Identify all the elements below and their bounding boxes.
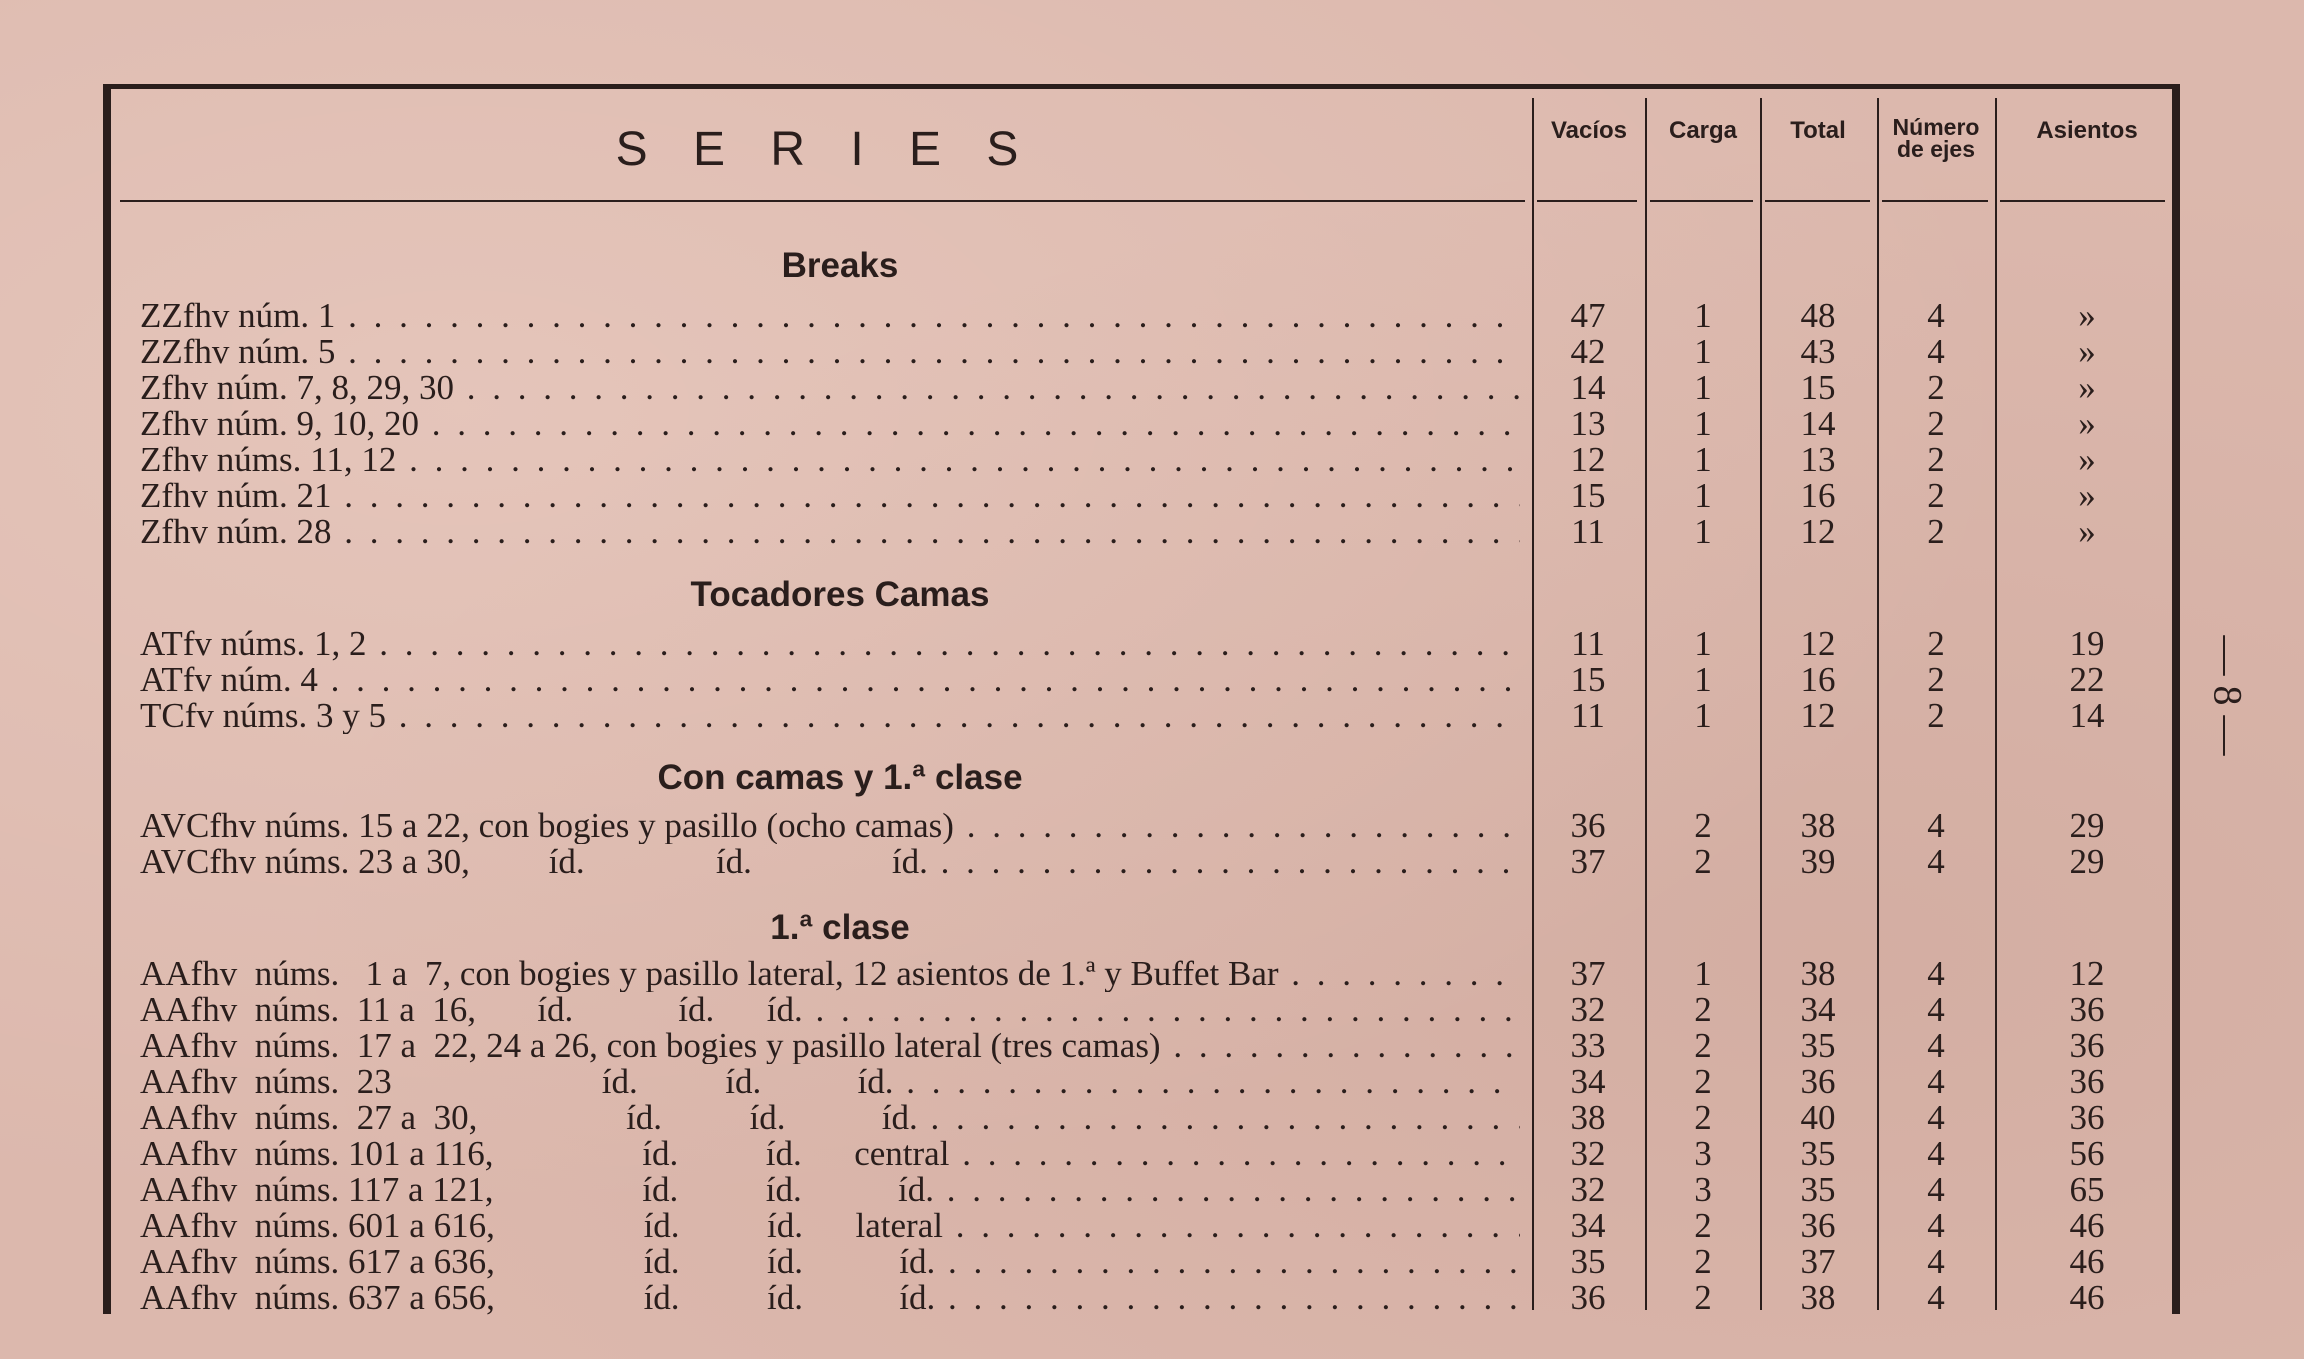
cell-vacios: 36 [1570, 806, 1606, 845]
table-row [0, 406, 2304, 442]
cell-ejes: 2 [1927, 660, 1945, 699]
cell-carga: 2 [1694, 806, 1712, 845]
cell-total: 13 [1800, 440, 1836, 479]
row-label: Zfhv núm. 7, 8, 29, 30 . . . [140, 370, 1520, 406]
section-title: Tocadores Camas [690, 575, 990, 614]
cell-ejes: 2 [1927, 440, 1945, 479]
row-label: Zfhv núms. 11, 12 . . . [140, 442, 1520, 478]
cell-ejes: 2 [1927, 404, 1945, 443]
cell-ejes: 4 [1927, 296, 1945, 335]
cell-vacios: 15 [1570, 476, 1606, 515]
row-label: AAfhv núms. 637 a 656, íd. íd. íd. . . . [140, 1280, 1520, 1316]
cell-vacios: 12 [1570, 440, 1606, 479]
cell-total: 34 [1800, 990, 1836, 1029]
cell-ejes: 4 [1927, 1206, 1945, 1245]
cell-carga: 1 [1694, 954, 1712, 993]
table-row [0, 698, 2304, 734]
cell-carga: 1 [1694, 296, 1712, 335]
header-rule [1882, 200, 1988, 202]
cell-ejes: 4 [1927, 1278, 1945, 1317]
cell-ejes: 4 [1927, 1026, 1945, 1065]
row-label: AAfhv núms. 601 a 616, íd. íd. lateral . . . [140, 1208, 1520, 1244]
table-row [0, 478, 2304, 514]
table-row [0, 1064, 2304, 1100]
row-label: ZZfhv núm. 5 . . . [140, 334, 1520, 370]
column-header-ejes-line2: de ejes [1897, 136, 1975, 162]
table-row [0, 992, 2304, 1028]
cell-carga: 1 [1694, 332, 1712, 371]
page-number [2205, 630, 2251, 760]
cell-vacios: 32 [1570, 1170, 1606, 1209]
cell-vacios: 37 [1570, 842, 1606, 881]
cell-vacios: 11 [1571, 624, 1605, 663]
cell-ejes: 4 [1927, 1242, 1945, 1281]
cell-total: 48 [1800, 296, 1836, 335]
cell-carga: 2 [1694, 1242, 1712, 1281]
cell-ejes: 4 [1927, 990, 1945, 1029]
header-rule [120, 200, 1525, 202]
table-row [0, 514, 2304, 550]
cell-total: 16 [1800, 476, 1836, 515]
table-row [0, 662, 2304, 698]
cell-asientos: 12 [2069, 954, 2105, 993]
cell-asientos: 65 [2069, 1170, 2105, 1209]
cell-total: 38 [1800, 954, 1836, 993]
table-row [0, 1136, 2304, 1172]
cell-total: 40 [1800, 1098, 1836, 1137]
cell-vacios: 38 [1570, 1098, 1606, 1137]
table-row [0, 844, 2304, 880]
cell-asientos: 46 [2069, 1242, 2105, 1281]
cell-asientos: » [2078, 296, 2096, 335]
cell-carga: 1 [1694, 660, 1712, 699]
row-label: Zfhv núm. 28 . . . [140, 514, 1520, 550]
cell-carga: 2 [1694, 842, 1712, 881]
cell-carga: 2 [1694, 1278, 1712, 1317]
cell-total: 12 [1800, 624, 1836, 663]
table-row [0, 956, 2304, 992]
cell-total: 12 [1800, 512, 1836, 551]
row-label: ATfv núm. 4 . . . [140, 662, 1520, 698]
cell-vacios: 13 [1570, 404, 1606, 443]
section-title: 1.ª clase [770, 908, 910, 947]
cell-total: 37 [1800, 1242, 1836, 1281]
header-rule [1765, 200, 1870, 202]
cell-asientos: » [2078, 368, 2096, 407]
table-row [0, 1280, 2304, 1316]
page-number-text: — 8 — [2205, 635, 2251, 755]
column-header-vacios: Vacíos [1550, 117, 1628, 144]
header-rule [2000, 200, 2165, 202]
cell-asientos: 22 [2069, 660, 2105, 699]
cell-ejes: 4 [1927, 1134, 1945, 1173]
cell-asientos: 19 [2069, 624, 2105, 663]
cell-asientos: 14 [2069, 696, 2105, 735]
cell-carga: 3 [1694, 1170, 1712, 1209]
column-header-carga: Carga [1668, 117, 1738, 144]
cell-asientos: 36 [2069, 1026, 2105, 1065]
table-row [0, 1100, 2304, 1136]
cell-total: 38 [1800, 806, 1836, 845]
row-label: Zfhv núm. 9, 10, 20 . . . [140, 406, 1520, 442]
cell-asientos: » [2078, 440, 2096, 479]
cell-asientos: » [2078, 512, 2096, 551]
cell-ejes: 4 [1927, 954, 1945, 993]
cell-total: 38 [1800, 1278, 1836, 1317]
cell-ejes: 2 [1927, 368, 1945, 407]
cell-carga: 2 [1694, 1062, 1712, 1101]
row-label: ZZfhv núm. 1 . . . [140, 298, 1520, 334]
cell-total: 35 [1800, 1026, 1836, 1065]
table-row [0, 370, 2304, 406]
cell-total: 16 [1800, 660, 1836, 699]
cell-total: 15 [1800, 368, 1836, 407]
cell-asientos: 36 [2069, 1098, 2105, 1137]
cell-vacios: 34 [1570, 1062, 1606, 1101]
cell-carga: 2 [1694, 990, 1712, 1029]
row-label: Zfhv núm. 21 . . . [140, 478, 1520, 514]
cell-asientos: » [2078, 332, 2096, 371]
cell-vacios: 37 [1570, 954, 1606, 993]
row-label: AAfhv núms. 117 a 121, íd. íd. íd. . . . [140, 1172, 1520, 1208]
cell-ejes: 4 [1927, 842, 1945, 881]
cell-vacios: 14 [1570, 368, 1606, 407]
table-row [0, 298, 2304, 334]
cell-ejes: 4 [1927, 806, 1945, 845]
table-row [0, 1244, 2304, 1280]
section-title: Con camas y 1.ª clase [657, 758, 1023, 797]
cell-total: 36 [1800, 1206, 1836, 1245]
series-heading: S E R I E S [615, 123, 1035, 176]
column-header-ejes [1880, 116, 1992, 160]
cell-total: 36 [1800, 1062, 1836, 1101]
header-rule [1650, 200, 1753, 202]
cell-asientos: 36 [2069, 990, 2105, 1029]
row-label: AAfhv núms. 23 íd. íd. íd. . . . [140, 1064, 1520, 1100]
section-title: Breaks [781, 246, 899, 285]
table-row [0, 334, 2304, 370]
cell-asientos: 29 [2069, 842, 2105, 881]
cell-asientos: 56 [2069, 1134, 2105, 1173]
cell-total: 43 [1800, 332, 1836, 371]
header-rule [1537, 200, 1637, 202]
cell-vacios: 15 [1570, 660, 1606, 699]
cell-vacios: 36 [1570, 1278, 1606, 1317]
cell-vacios: 33 [1570, 1026, 1606, 1065]
cell-carga: 2 [1694, 1098, 1712, 1137]
table-row [0, 1208, 2304, 1244]
cell-carga: 1 [1694, 476, 1712, 515]
cell-carga: 1 [1694, 696, 1712, 735]
cell-ejes: 4 [1927, 1062, 1945, 1101]
cell-asientos: » [2078, 476, 2096, 515]
cell-carga: 3 [1694, 1134, 1712, 1173]
column-header-asientos: Asientos [2036, 117, 2138, 144]
cell-asientos: 36 [2069, 1062, 2105, 1101]
table-row [0, 626, 2304, 662]
table-row [0, 442, 2304, 478]
cell-ejes: 2 [1927, 696, 1945, 735]
cell-asientos: 46 [2069, 1206, 2105, 1245]
cell-total: 39 [1800, 842, 1836, 881]
cell-total: 35 [1800, 1134, 1836, 1173]
cell-ejes: 4 [1927, 1170, 1945, 1209]
cell-vacios: 47 [1570, 296, 1606, 335]
cell-vacios: 11 [1571, 696, 1605, 735]
cell-vacios: 32 [1570, 990, 1606, 1029]
row-label: AAfhv núms. 17 a 22, 24 a 26, con bogies y pasillo lateral (tres camas) . . . [140, 1028, 1520, 1064]
table-row [0, 808, 2304, 844]
column-header-ejes-line1: Número [1892, 114, 1980, 140]
cell-ejes: 2 [1927, 476, 1945, 515]
cell-vacios: 32 [1570, 1134, 1606, 1173]
cell-carga: 1 [1694, 440, 1712, 479]
cell-carga: 1 [1694, 368, 1712, 407]
cell-vacios: 35 [1570, 1242, 1606, 1281]
cell-ejes: 2 [1927, 512, 1945, 551]
table-row [0, 1172, 2304, 1208]
cell-total: 14 [1800, 404, 1836, 443]
row-label: AAfhv núms. 27 a 30, íd. íd. íd. . . . [140, 1100, 1520, 1136]
row-label: AAfhv núms. 617 a 636, íd. íd. íd. . . . [140, 1244, 1520, 1280]
cell-carga: 2 [1694, 1206, 1712, 1245]
row-label: AVCfhv núms. 23 a 30, íd. íd. íd. . . . [140, 844, 1520, 880]
row-label: AAfhv núms. 1 a 7, con bogies y pasillo lateral, 12 asientos de 1.ª y Buffet Bar . . . [140, 956, 1520, 992]
cell-ejes: 4 [1927, 332, 1945, 371]
row-label: TCfv núms. 3 y 5 . . . [140, 698, 1520, 734]
row-label: AAfhv núms. 11 a 16, íd. íd. íd. . . . [140, 992, 1520, 1028]
cell-vacios: 11 [1571, 512, 1605, 551]
cell-carga: 1 [1694, 512, 1712, 551]
cell-carga: 1 [1694, 404, 1712, 443]
cell-ejes: 2 [1927, 624, 1945, 663]
row-label: ATfv núms. 1, 2 . . . [140, 626, 1520, 662]
column-header-total: Total [1790, 117, 1846, 144]
cell-total: 12 [1800, 696, 1836, 735]
row-label: AVCfhv núms. 15 a 22, con bogies y pasillo (ocho camas) . . . [140, 808, 1520, 844]
cell-carga: 2 [1694, 1026, 1712, 1065]
cell-ejes: 4 [1927, 1098, 1945, 1137]
cell-total: 35 [1800, 1170, 1836, 1209]
cell-vacios: 42 [1570, 332, 1606, 371]
row-label: AAfhv núms. 101 a 116, íd. íd. central . . . [140, 1136, 1520, 1172]
cell-asientos: 46 [2069, 1278, 2105, 1317]
cell-carga: 1 [1694, 624, 1712, 663]
cell-asientos: » [2078, 404, 2096, 443]
cell-asientos: 29 [2069, 806, 2105, 845]
table-row [0, 1028, 2304, 1064]
cell-vacios: 34 [1570, 1206, 1606, 1245]
